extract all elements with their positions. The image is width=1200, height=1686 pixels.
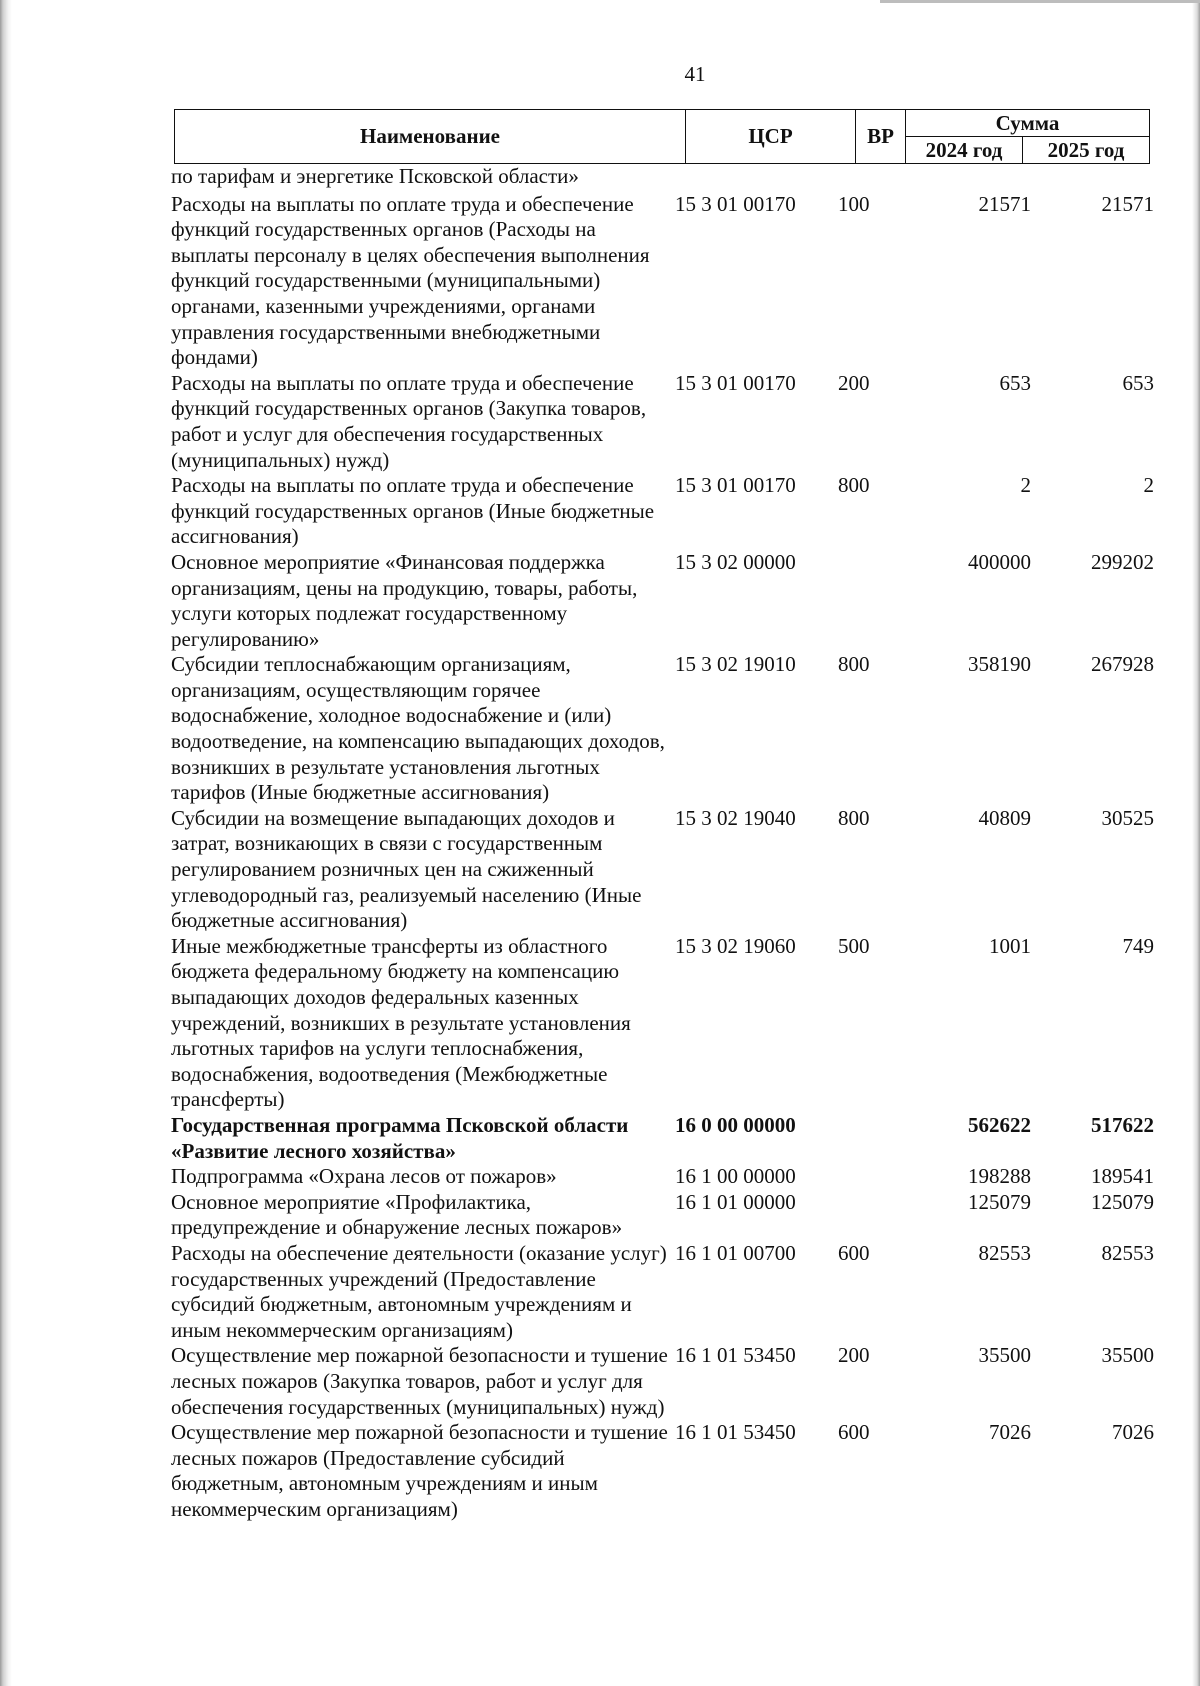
- row-csr: 15 3 02 00000: [675, 549, 796, 574]
- row-sum-2024: 7026: [989, 1420, 1031, 1445]
- row-sum-2024: 82553: [978, 1240, 1031, 1265]
- row-vr: 600: [838, 1420, 870, 1445]
- row-csr: 16 1 00 00000: [675, 1164, 796, 1189]
- row-sum-2025: 7026: [1112, 1420, 1154, 1445]
- row-sum-2024: 40809: [978, 805, 1031, 830]
- header-csr: ЦСР: [686, 110, 856, 163]
- header-sum: Сумма: [906, 110, 1149, 137]
- row-sum-2025: 267928: [1091, 652, 1154, 677]
- table-row-program: [171, 1113, 1156, 1164]
- table-row: [171, 371, 1156, 473]
- row-sum-2025: 82553: [1101, 1240, 1154, 1265]
- row-csr: 16 1 01 53450: [675, 1343, 796, 1368]
- row-vr: 800: [838, 805, 870, 830]
- row-csr: 15 3 02 19010: [675, 652, 796, 677]
- row-name: Расходы на выплаты по оплате труда и обеспечение функций государственных органов (Иные бюджетные ассигнования): [171, 473, 655, 549]
- row-sum-2025: 749: [1122, 933, 1154, 958]
- table-row: [171, 473, 1156, 550]
- header-year-2024: 2024 год: [906, 137, 1023, 163]
- row-csr: 15 3 01 00170: [675, 370, 796, 395]
- row-csr: 16 1 01 53450: [675, 1420, 796, 1445]
- table-row: [171, 1164, 1156, 1190]
- row-name: Основное мероприятие «Профилактика, предупреждение и обнаружение лесных пожаров»: [171, 1189, 623, 1240]
- row-vr: 200: [838, 1343, 870, 1368]
- scan-edge-top: [880, 0, 1200, 3]
- row-sum-2024: 1001: [989, 933, 1031, 958]
- row-csr: 15 3 01 00170: [675, 473, 796, 498]
- table-row: [171, 164, 1156, 190]
- budget-table-body: [171, 164, 1156, 1522]
- row-sum-2024: 125079: [968, 1189, 1031, 1214]
- row-sum-2024: 21571: [978, 191, 1031, 216]
- row-csr: 16 1 01 00000: [675, 1189, 796, 1214]
- row-csr: 15 3 01 00170: [675, 191, 796, 216]
- row-name: Субсидии теплоснабжающим организациям, организациям, осуществляющим горячее водоснабжение, холодное водоснабжение и (или) водоотведение, на компенсацию выпадающих доходов, возникших в результате установления льготных тарифов (Иные бюджетные ассигнования): [171, 652, 665, 805]
- row-sum-2024: 358190: [968, 652, 1031, 677]
- row-csr: 16 1 01 00700: [675, 1240, 796, 1265]
- row-vr: 600: [838, 1240, 870, 1265]
- row-name: Подпрограмма «Охрана лесов от пожаров»: [171, 1164, 557, 1189]
- row-sum-2025: 299202: [1091, 549, 1154, 574]
- row-sum-2024: 653: [999, 370, 1031, 395]
- row-name: по тарифам и энергетике Псковской области»: [171, 164, 579, 188]
- row-sum-2025: 653: [1122, 370, 1154, 395]
- row-vr: 800: [838, 652, 870, 677]
- table-row: [171, 1190, 1156, 1241]
- row-sum-2025: 35500: [1101, 1343, 1154, 1368]
- row-name: Осуществление мер пожарной безопасности и тушение лесных пожаров (Закупка товаров, работ и услуг для обеспечения государственных (муниципальных) нужд): [171, 1343, 668, 1419]
- row-sum-2025: 30525: [1101, 805, 1154, 830]
- row-sum-2025: 2: [1143, 473, 1154, 498]
- row-sum-2024: 400000: [968, 549, 1031, 574]
- row-sum-2024: 2: [1020, 473, 1031, 498]
- header-year-2025: 2025 год: [1047, 137, 1125, 162]
- table-row: [171, 1343, 1156, 1420]
- header-vr: ВР: [856, 110, 906, 163]
- row-csr: 15 3 02 19060: [675, 933, 796, 958]
- header-name: Наименование: [175, 110, 686, 163]
- row-name: Субсидии на возмещение выпадающих доходов и затрат, возникающих в связи с государственным регулированием розничных цен на сжиженный углеводородный газ, реализуемый населению (Иные бюджетные ассигнования): [171, 805, 642, 933]
- row-name: Государственная программа Псковской области «Развитие лесного хозяйства»: [171, 1112, 629, 1163]
- table-row: [171, 934, 1156, 1113]
- row-name: Иные межбюджетные трансферты из областного бюджета федеральному бюджету на компенсацию выпадающих доходов федеральных казенных учреждений, возникших в результате установления льготных тарифов на услуги теплоснабжения, водоснабжения, водоотведения (Межбюджетные трансферты): [171, 933, 631, 1112]
- row-name: Осуществление мер пожарной безопасности и тушение лесных пожаров (Предоставление субсидий бюджетным, автономным учреждениям и иным некоммерческим организациям): [171, 1420, 668, 1521]
- row-vr: 100: [838, 191, 870, 216]
- row-vr: 200: [838, 370, 870, 395]
- table-row: [171, 550, 1156, 652]
- scan-edge-left: [0, 0, 12, 1686]
- table-header: [174, 109, 1150, 164]
- row-sum-2024: 198288: [968, 1164, 1031, 1189]
- row-sum-2024: 562622: [968, 1112, 1031, 1137]
- table-row: [171, 1241, 1156, 1343]
- page-number: 41: [684, 62, 706, 86]
- row-sum-2025: 125079: [1091, 1189, 1154, 1214]
- row-name: Расходы на выплаты по оплате труда и обеспечение функций государственных органов (Расходы на выплаты персоналу в целях обеспечения выполнения функций государственными (муниципальными) органами, казенными учреждениями, органами управления государственными внебюджетными фондами): [171, 191, 650, 370]
- row-vr: 800: [838, 473, 870, 498]
- row-sum-2025: 21571: [1101, 191, 1154, 216]
- row-csr: 15 3 02 19040: [675, 805, 796, 830]
- table-row: [171, 1420, 1156, 1522]
- row-sum-2025: 517622: [1091, 1112, 1154, 1137]
- table-row: [171, 652, 1156, 806]
- row-name: Расходы на обеспечение деятельности (оказание услуг) государственных учреждений (Предоставление субсидий бюджетным, автономным учреждениям и иным некоммерческим организациям): [171, 1240, 667, 1342]
- row-csr: 16 0 00 00000: [675, 1112, 796, 1137]
- row-sum-2024: 35500: [978, 1343, 1031, 1368]
- row-name: Основное мероприятие «Финансовая поддержка организациям, цены на продукцию, товары, работы, услуги которых подлежат государственному регулированию»: [171, 549, 638, 651]
- row-sum-2025: 189541: [1091, 1164, 1154, 1189]
- scan-edge-right: [1192, 0, 1200, 1686]
- table-row: [171, 806, 1156, 934]
- row-name: Расходы на выплаты по оплате труда и обеспечение функций государственных органов (Закупка товаров, работ и услуг для обеспечения государственных (муниципальных) нужд): [171, 370, 647, 472]
- row-vr: 500: [838, 933, 870, 958]
- table-row: [171, 192, 1156, 371]
